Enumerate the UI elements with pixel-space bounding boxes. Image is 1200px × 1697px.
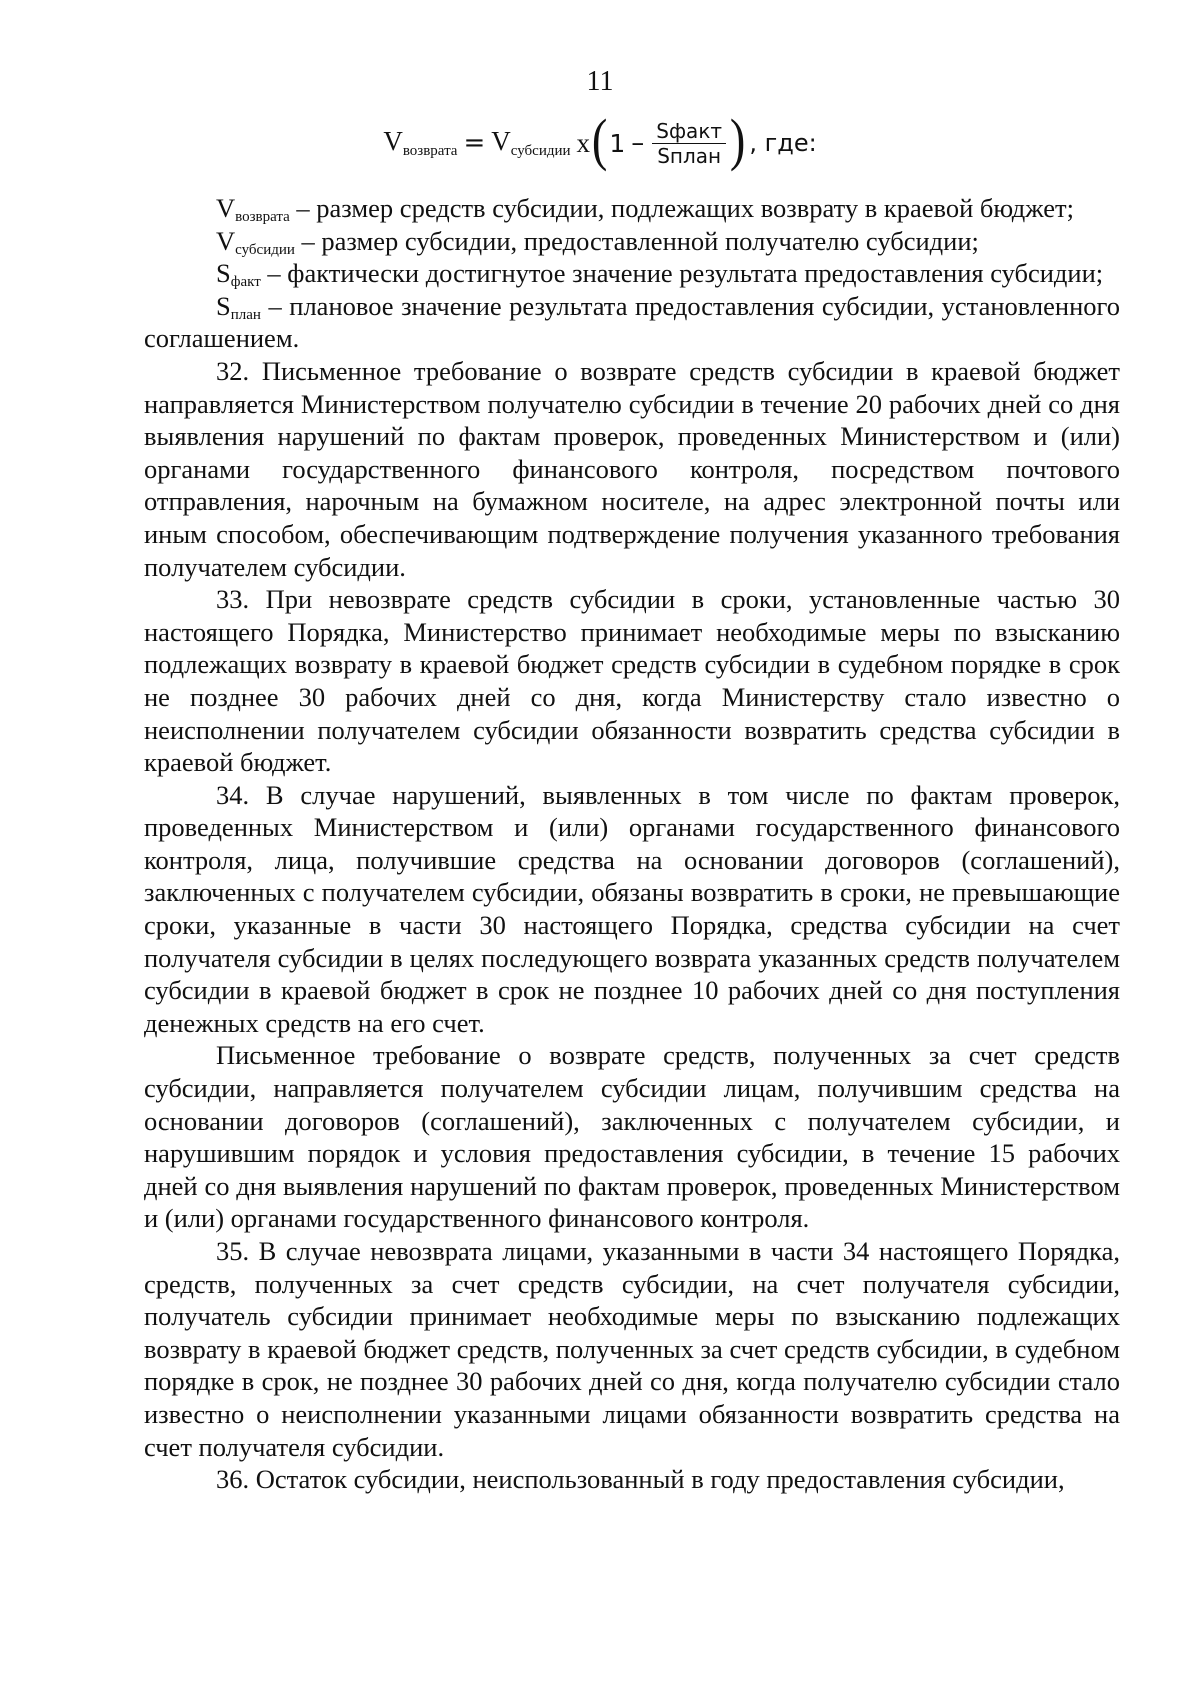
- paragraph-34: 34. В случае нарушений, выявленных в том числе по фактам проверок, проведенных Министерством и (или) органами государственного финансового контроля, лица, получившие средства на основании договоров (соглашений), заключенных с получателем субсидии, обязаны возвратить в сроки, не превышающие сроки, указанные в части 30 настоящего Порядка, средства субсидии на счет получателя субсидии в целях последующего возврата указанных средств получателем субсидии в краевой бюджет в срок не позднее 10 рабочих дней со дня поступления денежных средств на его счет.: [144, 779, 1120, 1038]
- paragraph-33: 33. При невозврате средств субсидии в сроки, установленные частью 30 настоящего Порядка, Министерство принимает необходимые меры по взысканию подлежащих возврату в краевой бюджет средств субсидии в судебном порядке в срок не позднее 30 рабочих дней со дня, когда Министерству стало известно о неисполнении получателем субсидии обязанности возвратить средства субсидии в краевой бюджет.: [144, 584, 1120, 778]
- formula-where: , где:: [749, 129, 817, 157]
- definition-s-fact: $S_{факт}$ – фактически достигнутое значение результата предоставления субсидии;: [216, 258, 1104, 291]
- formula-times: x: [576, 127, 591, 158]
- refund-formula: [0, 108, 1200, 178]
- page-number: 11: [586, 66, 614, 97]
- definition-s-plan: $S_{план}$ – плановое значение результата предоставления субсидии, установленного соглашением.: [144, 290, 1120, 354]
- formula-close-paren: ): [729, 107, 746, 172]
- definition-v-subsidy: $V_{субсидии}$ – размер субсидии, предоставленной получателю субсидии;: [216, 225, 979, 258]
- formula-minus: –: [631, 128, 645, 158]
- paragraph-34-continued: Письменное требование о возврате средств, полученных за счет средств субсидии, направляется получателем субсидии лицам, получившим средства на основании договоров (соглашений), заключенных с получателем субсидии, и нарушившим порядок и условия предоставления субсидии, в течение 15 рабочих дней со дня выявления нарушений по фактам проверок, проведенных Министерством и (или) органами государственного финансового контроля.: [144, 1040, 1120, 1234]
- paragraph-36: 36. Остаток субсидии, неиспользованный в году предоставления субсидии,: [216, 1464, 1065, 1495]
- paragraph-32: 32. Письменное требование о возврате средств субсидии в краевой бюджет направляется Министерством получателю субсидии в течение 20 рабочих дней со дня выявления нарушений по фактам проверок, проведенных Министерством и (или) органами государственного финансового контроля, посредством почтового отправления, нарочным на бумажном носителе, на адрес электронной почты или иным способом, обеспечивающим подтверждение получения указанного требования получателем субсидии.: [144, 355, 1120, 582]
- formula-equals: =: [463, 128, 486, 158]
- formula-numerator: Sфакт: [652, 119, 726, 144]
- definition-v-return: $V_{возврата}$ – размер средств субсидии, подлежащих возврату в краевой бюджет;: [216, 193, 1074, 225]
- formula-open-paren: (: [591, 107, 608, 172]
- document-body: [144, 192, 1120, 1496]
- formula-fraction: [652, 119, 726, 168]
- paragraph-35: 35. В случае невозврата лицами, указанными в части 34 настоящего Порядка, средств, полученных за счет средств субсидии, на счет получателя субсидии, получатель субсидии принимает необходимые меры по взысканию подлежащих возврату в краевой бюджет средств, полученных за счет средств субсидии, в судебном порядке в срок, не позднее 30 рабочих дней со дня, когда получателю субсидии стало известно о неисполнении указанными лицами обязанности возвратить средства на счет получателя субсидии.: [144, 1236, 1120, 1462]
- formula-lhs: $V_{возврата}$: [383, 126, 458, 159]
- formula-denominator: Sплан: [657, 143, 722, 168]
- formula-one: 1: [609, 128, 626, 158]
- formula-rhs: $V_{субсидии}$: [491, 126, 571, 159]
